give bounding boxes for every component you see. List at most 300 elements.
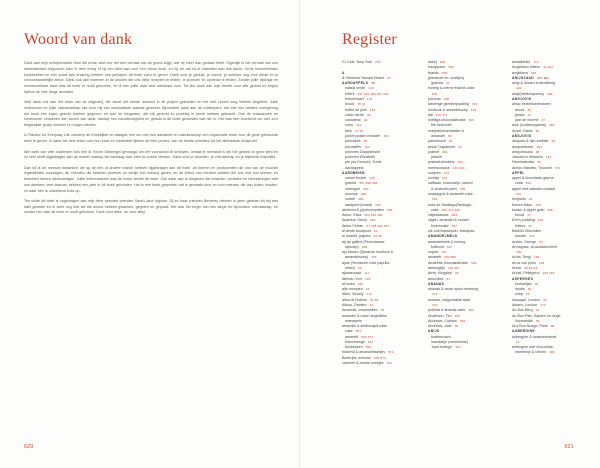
index-page-refs: 112 (356, 123, 362, 128)
index-page-refs: 460 (457, 160, 463, 165)
index-page-refs: 527 (446, 244, 453, 249)
index-page-refs: 94 (458, 144, 462, 149)
index-term: Eve's pudding (512, 218, 535, 223)
index-term: friandz (428, 70, 439, 75)
index-term: AMANDELMELK (428, 234, 458, 239)
index-term: caldo verde (345, 112, 364, 117)
index-term: blancmange (345, 339, 365, 344)
index-term: Andrews, Colman (428, 318, 457, 323)
index-page-refs: 151 184 186 187 192 (357, 91, 389, 96)
index-page-refs: 35 41 (357, 102, 366, 107)
index-term: bosbessen (345, 345, 363, 350)
index-page-refs: 531 (432, 91, 438, 96)
index-page-refs: 87 (387, 75, 392, 80)
index-term: muntenijn & citroen (515, 350, 547, 355)
index-page-refs: 34 (528, 223, 532, 228)
index-page-refs: 143 (368, 86, 374, 91)
index-term: tollbroot (431, 244, 444, 249)
index-page-refs: 486 (549, 350, 555, 355)
index-page-refs: 194 (538, 260, 545, 265)
index-term: amandelsoep) (345, 255, 369, 260)
index-page-refs: 173 (533, 60, 539, 64)
index-page-refs: 491 472 480 (441, 207, 461, 212)
index-term (512, 250, 513, 254)
index-term: pie pot Gnocchi, Zoete (345, 160, 382, 165)
index-page-refs: 15 (371, 81, 375, 86)
acknowledgements-text (24, 61, 278, 221)
index-page-refs: 439 493 (452, 165, 465, 170)
index-term: ANIJS (428, 329, 440, 334)
index-term: crème brulee (345, 176, 367, 181)
index-page-refs: 81 (446, 276, 451, 281)
index-term: lait (428, 112, 433, 117)
index-term: Butterjes, schotse (342, 355, 371, 360)
index-term: Jansson's frestelse (512, 155, 543, 160)
index-page-refs: 41 (527, 112, 532, 117)
index-term: bibb's (345, 91, 355, 96)
index-term: buffet de pois (345, 107, 367, 112)
index-page-refs: 460 (516, 250, 522, 255)
index-page-refs: 195 (365, 276, 371, 281)
index-term: meringue (345, 186, 361, 191)
index-term: bloemcake (431, 223, 449, 228)
index-page-refs: 417 491 (537, 75, 549, 80)
index-term: cake (431, 207, 439, 212)
index-page-refs: 35 (363, 139, 368, 144)
index-page-refs: 422 (516, 86, 522, 91)
index-term: bourre blanc (512, 202, 533, 207)
index-entry (342, 361, 424, 366)
index-term (512, 192, 513, 196)
index-term: farls (345, 128, 352, 133)
index-page-refs: 158 (459, 318, 466, 323)
index-page-refs: 278 (374, 60, 381, 64)
index-page-refs: 154 (470, 107, 477, 112)
index-term: krokantjes (515, 281, 532, 286)
index-page-refs: 462 (441, 149, 448, 154)
index-term: al dente kookpunt (342, 229, 371, 233)
index-page-refs: 35 48 (373, 234, 382, 239)
index-page-refs: 57 168 309 537 (366, 223, 390, 228)
index-term: Amandel, oxssmelken (342, 308, 378, 313)
index-term: ANANAS (428, 281, 445, 286)
index-page-refs: 94 (539, 239, 543, 244)
index-term: dakej (428, 60, 437, 64)
index-term: biokend & amandeltaartjes (342, 350, 386, 355)
index-page-refs: 264 (370, 218, 376, 223)
index-page-refs: 157 (441, 250, 447, 255)
index-page-refs: 502 (363, 186, 369, 191)
index-term: amandel & abrikoospit-rolse (342, 324, 388, 329)
page-title: Woord van dank (24, 31, 133, 48)
index-term: Artusi, Pellegrino (512, 271, 540, 276)
paragraph: Veel dank ook aan het team van de uitgeverij, die vanaf het eerste moment in dit project geloofden en het met zoveel zorg hebben begeleid. Jullie vertrouwen en jullie vakmanschap zijn voor mij van onschatbare waarde geweest. Bijzondere dank aan de ontwerpers, die met hun heldere vormgeving het boek een eigen gezicht hebben gegeven, en aan de fotografen, die elk gerecht zo prachtig in beeld hebben gebracht. Ook de redacteuren en correctoren verdienen een woord van dank: dankzij hun nauwkeurigheid en geduld is dit boek geworden wat het is. Het was een voorrecht om met zo'n toegewijde groep mensen te mogen werken. (24, 100, 278, 128)
index-term: canadese (345, 118, 361, 123)
index-term: ansjovissaus (512, 149, 533, 154)
index-page-refs: 503 580 (444, 255, 457, 260)
index-term: alle recepten (342, 287, 363, 292)
index-term: brood (345, 102, 355, 107)
index-term: al arrabbi, papera (342, 234, 371, 239)
index-page-refs: 451 (549, 123, 555, 128)
index-page-refs: 501 (355, 329, 362, 334)
index-page-refs: 84 (550, 324, 555, 329)
index-term: anijslikeur (512, 70, 529, 75)
index-term: Anderson, Tim (428, 313, 452, 318)
index-page-refs: 172 (540, 302, 546, 307)
index-term: AARDAPPELS (342, 81, 369, 86)
index-term: anisalientie (512, 60, 531, 64)
index-page-refs: 37 49 (354, 128, 364, 133)
index-page-refs: 571 (388, 350, 394, 355)
index-term: rocetja (428, 176, 439, 181)
index-page-refs: 522 (432, 197, 438, 202)
index-term: Allsop, Damien (342, 302, 367, 307)
index-page-refs: 35 (527, 107, 531, 112)
index-term: arroz con pollo (512, 260, 536, 265)
index-term: pralinal-binniche (428, 160, 455, 165)
index-page-refs: 464 467 (448, 265, 460, 270)
index-term: pannekone (428, 139, 447, 144)
index-term (512, 340, 513, 344)
index-page-refs: 69 (525, 292, 530, 297)
index-term: Arcles, George (512, 239, 537, 244)
index-term: risotto (515, 287, 525, 292)
index-term (428, 292, 429, 296)
index-term: mousse (345, 192, 358, 197)
index-term: ali bubu (342, 281, 355, 286)
index-term: soep (515, 292, 523, 297)
index-term: brood (515, 213, 525, 218)
index-page-refs: 24 (535, 308, 540, 313)
index-page-refs: 508 (360, 192, 367, 197)
index-term: Aux Bon Nuage, Paris (512, 324, 548, 329)
index-term: ASPERGES (512, 276, 534, 281)
index-term: braam & appel gelei (512, 207, 545, 212)
index-page-refs: 44 494 (542, 65, 553, 70)
index-term: amandel & rozen angtolikke (342, 313, 387, 318)
index-page-refs: 49 (542, 297, 547, 302)
index-term: Amis, Kingsley (428, 271, 452, 276)
paragraph: A Practice for Everyday Life ontwierp de Kookbijbel en slaagde erin om met hun aandacht en vakmanschap een organisatie boek voor dit grote gebouwde werk te geven. Ik dank het hele team voor hun inzet en creativiteit tijdens dit hele proces, van de eerste schetsen tot het allerlaatste drukproef. (24, 133, 278, 144)
index-term: appel met sabodru-custard (512, 186, 556, 191)
index-term: cake (345, 329, 353, 334)
index-page-refs: 500 (365, 345, 372, 350)
index-term: saffraan, rozemarijn, karwei (428, 181, 473, 186)
index-term: pesto Trapanese (428, 144, 456, 149)
index-page-refs: 163 (369, 107, 376, 112)
index-page-refs: 175 (366, 96, 373, 101)
index-page-refs: 504 (471, 260, 477, 265)
index-page-refs: 467 495 498 (359, 181, 378, 186)
index-term: ANIJSZAAD (512, 75, 535, 80)
index-page-refs: 150 (375, 202, 381, 207)
index-page-refs: 162 (545, 155, 552, 160)
index-page-refs: 163 (536, 144, 542, 149)
index-page-refs: 437 (516, 192, 522, 197)
index-term: amaretti (428, 255, 442, 260)
index-term: ansjovis & rijm-cobbler (512, 139, 549, 144)
paragraph: Dank aan mijn schrijvenzakel Noel die ervan wist hoe het een verhaal van de grond krijgt, wat hij meer dan gedaan heeft. Eigenlijk is het verhaal van ons samenwerken begonnen toen ik hem vroeg of hij een idee had voor een nieuw boek, en hij zei dat hij al maanden aan iets dacht. Grote hoeveelheden kookboeken en een schat aan ervaring hebben ons geholpen dit boek vorm te geven. Dank voor je geduld, je humor, je scherpe oog voor detail en je onvoorwaardelijke steun. Dank ook aan iedereen in de keuken die ons hielp recepten te testen, te proeven en opnieuw te testen. Zonder jullie bijdrage en onvermoeibare inzet was dit boek er nooit gekomen, en ik ben jullie daar zeer dankbaar voor. Tot slot dank aan mijn familie voor alle geduld en begrip tijdens de vele lange avonden. (24, 61, 278, 94)
index-page-refs: 470 (528, 234, 535, 239)
index-term: Bashful-Bluchdinn (512, 229, 542, 233)
index-term: amaretti (345, 334, 359, 339)
index-term: sinasappel & amandel-cake (428, 192, 473, 197)
index-page-refs: 154 (371, 255, 377, 260)
index-term: gebrande en -koekjes) (428, 75, 465, 80)
index-term: ananas & ceder spice-dressing (428, 287, 478, 292)
index-page-refs: 526 (468, 118, 475, 123)
index-term: appel & chocolade-garma (512, 176, 554, 181)
index-term: fritters (515, 223, 526, 228)
index-page-refs: 31 (446, 81, 450, 86)
index-term: sorbet (345, 197, 356, 202)
index-page-refs: 27 (541, 118, 546, 123)
index-term: aji de gallina (Peruviaanse (342, 239, 385, 244)
index-term: ajvar (Servische rode paprika (342, 260, 390, 265)
index-page-refs: 497 (455, 345, 461, 350)
index-column-2 (428, 60, 510, 350)
index-term: amborgrijs (428, 265, 445, 270)
index-term: boerentaart (345, 96, 364, 101)
index-page-refs: 96 (357, 265, 362, 270)
index-page-refs: 472 (471, 102, 478, 107)
index-term: aardpeer(roodst) (345, 202, 373, 207)
index-term: ajo blanco (Spaanse knoflook & (342, 250, 394, 255)
index-page-refs: 162 (364, 144, 370, 149)
index-term: Adria, Ferran (342, 223, 364, 228)
index-term: Anrico Masetto, Toscane (512, 165, 552, 170)
index-page-refs: 90 (447, 133, 452, 138)
index-term: zie ook Marsepein; Marsipan (428, 229, 475, 233)
index-page-refs: 499 (546, 91, 553, 96)
index-term: marsepein (345, 318, 362, 323)
index-term: Asterix, London (512, 302, 538, 307)
index-term: abrikoos & pijnboompitten (342, 207, 384, 212)
index-term: vijgen, amandel & rooster (428, 218, 470, 223)
index-page-refs: 62 (373, 229, 378, 233)
index-page-refs: 438 (369, 176, 375, 181)
index-term: anijs(toetbonpanes) (512, 91, 544, 96)
index-term: polenta & ananas-cake (428, 308, 466, 313)
index-page-refs: 470 471 (435, 112, 448, 117)
index-page-refs: 472 (432, 302, 438, 307)
index-page-refs: 521 (525, 181, 532, 186)
index-page-refs: 34 (528, 197, 533, 202)
index-page-refs: 494 (358, 197, 364, 202)
index-page-refs: 45 (454, 271, 459, 276)
index-term: ananas, ontgonaakte taart (428, 297, 471, 302)
index-page-refs: 569 573 (373, 355, 386, 360)
index-page-refs: 51 53 (370, 297, 379, 302)
index-term: Au Bon Pain, Bavarri en-Auge, (512, 313, 562, 318)
index-term: beignets (512, 197, 526, 202)
index-term: 'hard boliege' (431, 345, 453, 350)
index-page-refs: 131 (441, 176, 448, 181)
index-term: A Streetcar Named Desire (342, 75, 385, 80)
index-term: AARDBEIEN (342, 170, 365, 175)
index-term: Andrews, Julie (428, 324, 452, 329)
index-term: AUBERGINE (512, 329, 535, 334)
index-term: pan de muerte (515, 118, 539, 123)
index-page-refs: 61 (516, 339, 520, 344)
index-term: ANSJOVIS (512, 133, 532, 138)
index-page-refs: 65 (454, 324, 459, 329)
index-term: curry (345, 123, 354, 128)
index-term: honing & crème fraîche-cake (428, 86, 475, 91)
index-term: A (342, 70, 345, 75)
index-page-refs: 84 (527, 287, 532, 292)
index-page-refs: 174 (366, 292, 372, 297)
index-term: amandel (431, 133, 445, 138)
index-term: pommes Elizabeth (345, 155, 375, 160)
index-term: Normandië (515, 318, 533, 323)
index-entry (428, 345, 510, 350)
index-term: knoflook & amandelsoep (428, 107, 468, 112)
index-page-refs: 456 (547, 207, 553, 212)
index-page-refs: 470 (443, 170, 450, 175)
index-term: ajowanzaad (342, 271, 362, 276)
index-term: granola (431, 81, 444, 86)
paragraph: Alle werk van vele duizenden foto heb ik Yorum Ottolenghi gevraagd om het voorwoord te schrijven, omdat er niemand is die het gebied zo goed kent en zo veel heeft bijgedragen aan de manier waarop we vandaag over eten en koken denken. Dank voor je woorden, je vriendschap en je blijvende inspiratie. (24, 149, 278, 160)
index-term: Ansel, David (512, 128, 533, 133)
index-page-refs: 522 (367, 339, 374, 344)
index-term: ANSJOVIS (512, 96, 532, 101)
index-page-refs: 80 81 83 (524, 265, 538, 270)
index-term: oranjebloesemwater & (428, 128, 465, 133)
index-term: butterscotch (431, 334, 451, 339)
index-page-refs: 76 (534, 281, 539, 286)
index-page-refs: 498 (439, 60, 446, 64)
index-term: piccadiller (345, 144, 362, 149)
index-page-refs: 34 (369, 302, 374, 307)
index-term: APPEL (512, 170, 525, 175)
index-page-refs: 49 (366, 112, 371, 117)
index-page-refs: 454 456 466 (364, 213, 383, 218)
index-term (512, 86, 513, 90)
index-term: Artusi (512, 265, 522, 270)
index-entry (512, 350, 594, 355)
index-column-1 (342, 60, 424, 366)
index-page-refs: 454 (386, 207, 393, 212)
index-term: Arola, Sergi (512, 255, 532, 260)
index-page-refs: 469 (459, 186, 466, 191)
index-page-refs: 503 573 (361, 334, 374, 339)
index-term: relish) (345, 265, 355, 270)
index-page-refs: 35 (537, 160, 541, 165)
index-term: jacket potato chowder (345, 133, 381, 138)
index-term: Aardappels (345, 165, 364, 170)
index-term (428, 303, 429, 307)
index-term: rozijnen (428, 170, 441, 175)
index-page-refs: 159 (534, 255, 540, 260)
index-term: brood (515, 107, 525, 112)
index-term: orgeat (428, 250, 439, 255)
index-term: file bechouth (431, 123, 452, 128)
index-page-refs: 38 (535, 128, 540, 133)
index-term: amandelmelk & honing- (428, 239, 467, 244)
page-number: 620 (24, 444, 34, 450)
index-term: & amandel-peer (431, 186, 457, 191)
index-page-refs: 454 (537, 218, 544, 223)
index-term: praliné (431, 155, 442, 160)
index-page-refs: 443 (386, 361, 392, 366)
index-term: aubergine met chocolade, (512, 345, 554, 350)
index-page-refs: 23 (365, 287, 370, 292)
index-column-3 (512, 60, 594, 356)
index-page-refs: 493 (468, 308, 474, 313)
index-page-refs: 155 (454, 313, 460, 318)
index-term: snelliga chocoladecake (428, 118, 466, 123)
index-term: kleverige gemberpudding (428, 102, 469, 107)
index-page-refs: 98 (535, 149, 540, 154)
paragraph: Dan wil ik de mensen bedanken die op de een of andere manier hebben bijgedragen aan dit boek: de boeren en producenten die ons van de mooiste ingrediënten voorzagen, de vrienden die kwamen proeven en eerlijk hun mening gaven, en de lezers van eerdere boeken die ons met hun brieven en berichten bleven aanmoedigen. Jullie enthousiasme was de motor achter dit werk. Ook dank aan al diegenen die recepten, verhalen en herinneringen met ons deelden; veel daarvan hebben een plek in dit boek gevonden. Het is een boek geworden dat is gemaakt door en voor mensen die van koken houden, en daar ben ik ontzettend trots op. (24, 165, 278, 193)
index-page-refs: 506 (448, 65, 454, 70)
index-page-refs: 94 (551, 139, 556, 144)
index-page-refs: 81 (449, 139, 453, 144)
index-page-refs: 371 (554, 165, 561, 170)
index-page-refs: 150 169 (542, 271, 555, 276)
index-term: 21 Club, New York (342, 60, 372, 64)
index-term: aubergine & haasbechamel (512, 334, 557, 339)
index-page-refs: 152 (383, 133, 389, 138)
index-page-refs: 473 (432, 292, 438, 297)
index-page-refs: 481 (531, 70, 537, 75)
index-page-refs: 356 (443, 96, 450, 101)
index-term: cotta (515, 181, 523, 186)
paragraph: Ten slotte dit boek is opgedragen aan mijn lieve speciale vrienden Sarah-Jane Ingham. Zij en haar vrienden Beverley hebben in jaren geleden bij mij aan tafel gezeten en ik weet nog hoe we die avond hebben gelachen, gegeten en gepraat. Het was het begin van een lange en bijzondere vriendschap, en zonder hen was dit boek er nooit gekomen. Dank voor alles, en voor altijd. (24, 198, 278, 215)
index-term: bataat verde (345, 86, 366, 91)
index-page-refs: 485 (357, 281, 364, 286)
index-term: frangipane (428, 65, 446, 70)
index-term: jansie (515, 112, 525, 117)
index-page-refs: 93 (535, 318, 540, 323)
index-term: Allen, Woody (342, 292, 364, 297)
index-term: ansjovisboter (512, 144, 534, 149)
index-term: Acton, Eliza (342, 213, 362, 218)
index-page-refs: 525 (441, 70, 448, 75)
index-term (428, 197, 429, 201)
index-term: visjesdaluwe (428, 213, 449, 218)
index-page-refs: 92 (363, 118, 368, 123)
index-term: ansjo berkeltoeterstoren (512, 102, 552, 107)
index-page-refs: 597 (451, 223, 458, 228)
index-term: caramel & zwarte koekjes (342, 361, 384, 366)
index-term: Angelotius bitters (512, 65, 540, 70)
index-term: anijs & sesam kruimelkeeg (512, 81, 556, 86)
index-term: pancakes (345, 139, 361, 144)
index-term: Alfredo, Ken (342, 276, 363, 281)
index-term: granita (345, 181, 357, 186)
index-term: Amaretto chocoladecake (428, 260, 469, 265)
index-page-refs: 209 (361, 244, 368, 249)
index-page-refs: 35 (380, 308, 385, 313)
page-number: 621 (564, 444, 574, 450)
index-page-refs: 458 (535, 202, 541, 207)
index-term: Au Bon Berg (512, 308, 533, 313)
index-term: mandarijn (clementine) (431, 339, 469, 344)
index-term: torta de Santiago(Santiago- (428, 202, 473, 207)
index-term: anis (holdseorganes) (512, 123, 546, 128)
index-term (342, 65, 343, 69)
page-title: Register (342, 31, 397, 48)
index-term: Adamus, Henry (342, 218, 368, 223)
index-term: romescosaus (428, 165, 450, 170)
index-term: alloci di Dottore (342, 297, 368, 302)
index-term: Aswagal, London (512, 297, 540, 302)
index-term: strudel (515, 234, 526, 239)
index-term: praline (428, 149, 439, 154)
